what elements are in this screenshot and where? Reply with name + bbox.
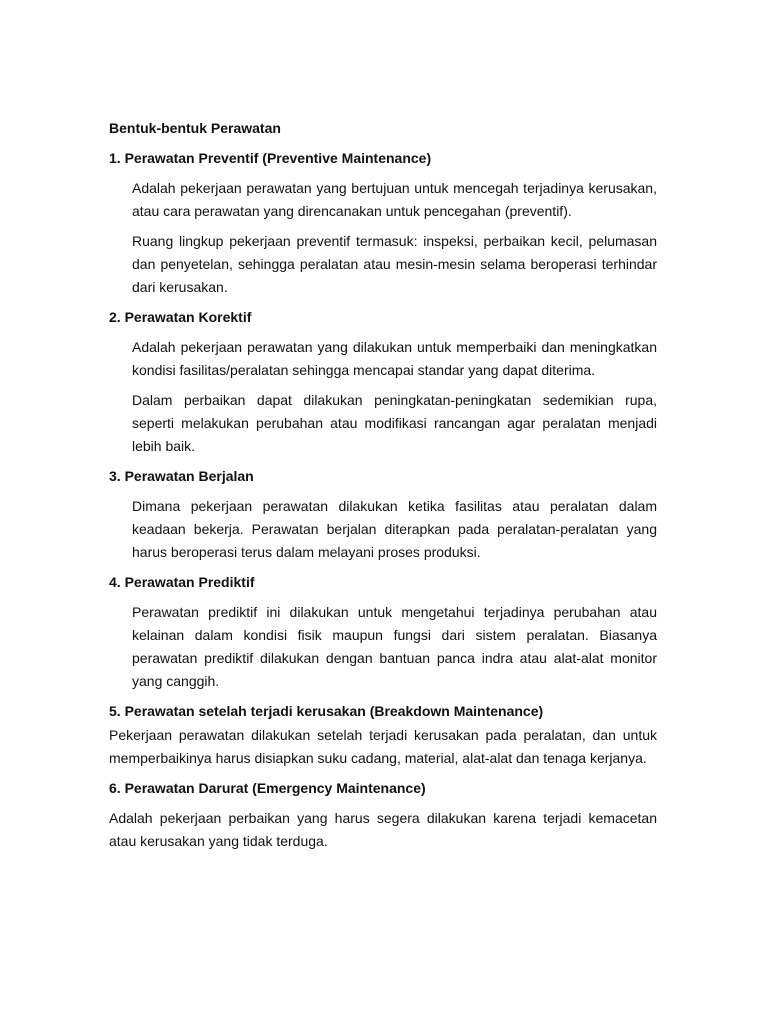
- document-title: Bentuk-bentuk Perawatan: [109, 120, 281, 136]
- section-paragraph: Adalah pekerjaan perawatan yang bertujuan untuk mencegah terjadinya kerusakan, atau cara perawatan yang direncanakan untuk pencegahan (preventif).: [132, 180, 657, 219]
- section-paragraph: Perawatan prediktif ini dilakukan untuk mengetahui terjadinya perubahan atau kelainan dalam kondisi fisik maupun fungsi dari sistem peralatan. Biasanya perawatan prediktif dilakukan dengan bantuan panca indra atau alat-alat monitor yang canggih.: [132, 604, 657, 689]
- section-paragraph: Adalah pekerjaan perawatan yang dilakukan untuk memperbaiki dan meningkatkan kondisi fasilitas/peralatan sehingga mencapai standar yang dapat diterima.: [132, 339, 657, 378]
- section-emergency: [109, 777, 657, 853]
- document-page: [109, 117, 657, 860]
- section-heading: 4. Perawatan Prediktif: [109, 574, 255, 590]
- section-paragraph: Dimana pekerjaan perawatan dilakukan ketika fasilitas atau peralatan dalam keadaan bekerja. Perawatan berjalan diterapkan pada peralatan-peralatan yang harus beroperasi terus dalam melayani proses produksi.: [132, 498, 657, 560]
- section-paragraph: Ruang lingkup pekerjaan preventif termasuk: inspeksi, perbaikan kecil, pelumasan dan penyetelan, sehingga peralatan atau mesin-mesin selama beroperasi terhindar dari kerusakan.: [132, 233, 657, 295]
- section-heading: 3. Perawatan Berjalan: [109, 468, 254, 484]
- section-heading: 5. Perawatan setelah terjadi kerusakan (Breakdown Maintenance): [109, 703, 544, 719]
- section-running: [109, 465, 657, 564]
- section-paragraph: Adalah pekerjaan perbaikan yang harus segera dilakukan karena terjadi kemacetan atau kerusakan yang tidak terduga.: [109, 810, 657, 849]
- section-heading: 6. Perawatan Darurat (Emergency Maintenance): [109, 780, 426, 796]
- section-corrective: [109, 306, 657, 458]
- section-heading: 2. Perawatan Korektif: [109, 309, 252, 325]
- section-paragraph: Pekerjaan perawatan dilakukan setelah terjadi kerusakan pada peralatan, dan untuk memperbaikinya harus disiapkan suku cadang, material, alat-alat dan tenaga kerjanya.: [109, 727, 657, 766]
- section-breakdown: [109, 700, 657, 770]
- section-paragraph: Dalam perbaikan dapat dilakukan peningkatan-peningkatan sedemikian rupa, seperti melakukan perubahan atau modifikasi rancangan agar peralatan menjadi lebih baik.: [132, 392, 657, 454]
- section-heading: 1. Perawatan Preventif (Preventive Maintenance): [109, 150, 432, 166]
- section-preventive: [109, 147, 657, 299]
- section-predictive: [109, 571, 657, 693]
